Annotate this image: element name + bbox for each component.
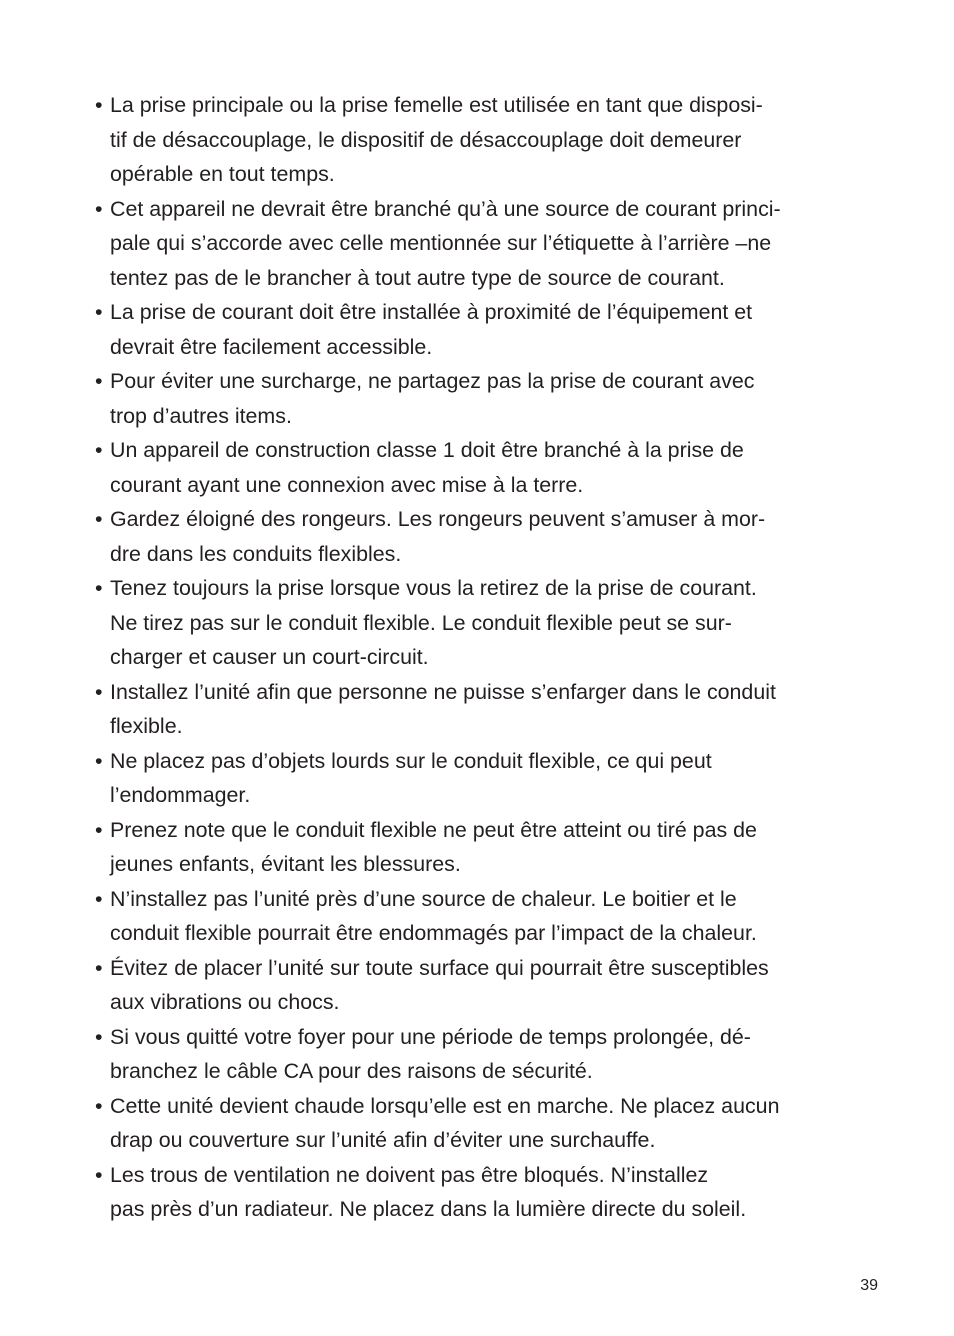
list-item	[95, 364, 865, 433]
bullet-icon: •	[95, 1024, 103, 1049]
list-item	[95, 882, 865, 951]
bullet-icon: •	[95, 507, 103, 531]
list-item-text: Un appareil de construction classe 1 doit être branché à la prise de courant ayant une connexion avec mise à la terre.	[110, 438, 744, 497]
page-number: 39	[860, 1277, 878, 1294]
list-item	[95, 1158, 865, 1227]
bullet-icon: •	[95, 748, 103, 773]
list-item-text: La prise principale ou la prise femelle est utilisée en tant que disposi- tif de désaccouplage, le dispositif de désaccouplage doit demeurer opérable en tout temps.	[110, 93, 763, 186]
list-item	[95, 433, 865, 502]
list-item-text: Si vous quitté votre foyer pour une période de temps prolongée, dé- branchez le câble CA pour des raisons de sécurité.	[110, 1024, 751, 1083]
list-item-text: Pour éviter une surcharge, ne partagez pas la prise de courant avec trop d’autres items.	[110, 369, 755, 428]
list-item	[95, 502, 865, 571]
list-item-text: Les trous de ventilation ne doivent pas être bloqués. N’installez pas près d’un radiateur. Ne placez dans la lumière directe du soleil.	[110, 1162, 747, 1221]
list-item-text: Prenez note que le conduit flexible ne peut être atteint ou tiré pas de jeunes enfants, évitant les blessures.	[110, 817, 757, 876]
list-item-text: Évitez de placer l’unité sur toute surface qui pourrait être susceptibles aux vibrations ou chocs.	[110, 955, 769, 1014]
list-item	[95, 88, 865, 192]
list-item	[95, 1020, 865, 1089]
list-item-text: Tenez toujours la prise lorsque vous la retirez de la prise de courant. Ne tirez pas sur le conduit flexible. Le conduit flexible peut se sur- charger et causer un court-circuit.	[110, 576, 757, 669]
bullet-icon: •	[95, 438, 103, 462]
list-item-text: Gardez éloigné des rongeurs. Les rongeurs peuvent s’amuser à mor- dre dans les conduits flexibles.	[110, 507, 766, 566]
bullet-icon: •	[95, 817, 103, 842]
list-item-text: N’installez pas l’unité près d’une source de chaleur. Le boitier et le conduit flexible pourrait être endommagés par l’impact de la chaleur.	[110, 886, 757, 945]
bullet-icon: •	[95, 886, 103, 911]
list-item	[95, 744, 865, 813]
bullet-icon: •	[95, 300, 103, 324]
bullet-icon: •	[95, 955, 103, 980]
list-item	[95, 675, 865, 744]
list-item-text: Cette unité devient chaude lorsqu’elle est en marche. Ne placez aucun drap ou couverture sur l’unité afin d’éviter une surchauffe.	[110, 1093, 780, 1152]
list-item-text: La prise de courant doit être installée à proximité de l’équipement et devrait être facilement accessible.	[110, 300, 753, 359]
list-item	[95, 951, 865, 1020]
list-item	[95, 571, 865, 675]
list-item	[95, 1089, 865, 1158]
list-item	[95, 295, 865, 364]
bullet-icon: •	[95, 1162, 103, 1187]
bullet-icon: •	[95, 196, 103, 221]
bullet-icon: •	[95, 576, 103, 600]
list-item-text: Ne placez pas d’objets lourds sur le conduit flexible, ce qui peut l’endommager.	[110, 748, 712, 807]
bullet-icon: •	[95, 1093, 103, 1118]
bullet-icon: •	[95, 93, 103, 117]
bullet-icon: •	[95, 369, 103, 393]
list-item-text: Cet appareil ne devrait être branché qu’à une source de courant princi- pale qui s’accorde avec celle mentionnée sur l’étiquette à l’arrière –ne tentez pas de le brancher à tout autre type de source de courant.	[110, 196, 781, 290]
list-item-text: Installez l’unité afin que personne ne puisse s’enfarger dans le conduit flexible.	[110, 679, 776, 738]
bullet-icon: •	[95, 679, 103, 704]
list-item	[95, 192, 865, 296]
list-item	[95, 813, 865, 882]
safety-instructions-list	[95, 88, 865, 1227]
